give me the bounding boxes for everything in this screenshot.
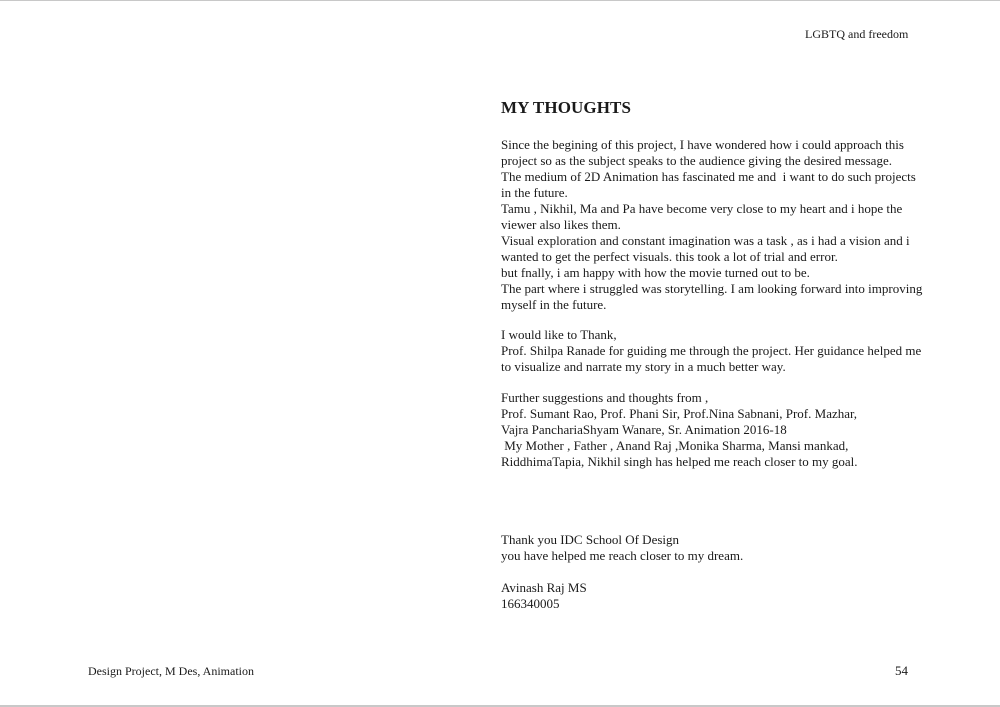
page-number: 54 [895,663,908,678]
idc-thanks-line: you have helped me reach closer to my dream. [501,548,744,563]
suggestions-line: Further suggestions and thoughts from , [501,390,709,405]
thoughts-paragraph [501,137,941,313]
thanks-line: I would like to Thank, [501,327,617,342]
running-header: LGBTQ and freedom [805,27,909,41]
thoughts-line: The part where i struggled was storytelling. I am looking forward into improving [501,281,923,296]
suggestions-line: Vajra PanchariaShyam Wanare, Sr. Animation 2016-18 [501,422,787,437]
idc-thanks-line: Thank you IDC School Of Design [501,532,680,547]
thanks-line: to visualize and narrate my story in a much better way. [501,359,786,374]
author-id-number: 166340005 [501,596,560,611]
thoughts-line: in the future. [501,185,568,200]
suggestions-line: Prof. Sumant Rao, Prof. Phani Sir, Prof.Nina Sabnani, Prof. Mazhar, [501,406,858,421]
thanks-paragraph [501,327,941,375]
suggestions-line: My Mother , Father , Anand Raj ,Monika Sharma, Mansi mankad, [501,438,849,453]
running-footer: Design Project, M Des, Animation [88,664,254,678]
idc-thanks-paragraph [501,532,941,564]
suggestions-paragraph [501,390,941,470]
signature-block [501,580,941,612]
thoughts-line: but fnally, i am happy with how the movie turned out to be. [501,265,810,280]
page-top-border [0,0,1000,1]
thoughts-line: wanted to get the perfect visuals. this took a lot of trial and error. [501,249,838,264]
author-name: Avinash Raj MS [501,580,587,595]
thoughts-line: project so as the subject speaks to the audience giving the desired message. [501,153,892,168]
thoughts-line: viewer also likes them. [501,217,621,232]
suggestions-line: RiddhimaTapia, Nikhil singh has helped me reach closer to my goal. [501,454,858,469]
thoughts-line: Tamu , Nikhil, Ma and Pa have become very close to my heart and i hope the [501,201,903,216]
thoughts-line: The medium of 2D Animation has fascinated me and i want to do such projects [501,169,916,184]
thanks-line: Prof. Shilpa Ranade for guiding me through the project. Her guidance helped me [501,343,922,358]
thoughts-line: myself in the future. [501,297,607,312]
thoughts-line: Since the begining of this project, I have wondered how i could approach this [501,137,904,152]
page-heading: MY THOUGHTS [501,98,632,117]
thoughts-line: Visual exploration and constant imagination was a task , as i had a vision and i [501,233,910,248]
